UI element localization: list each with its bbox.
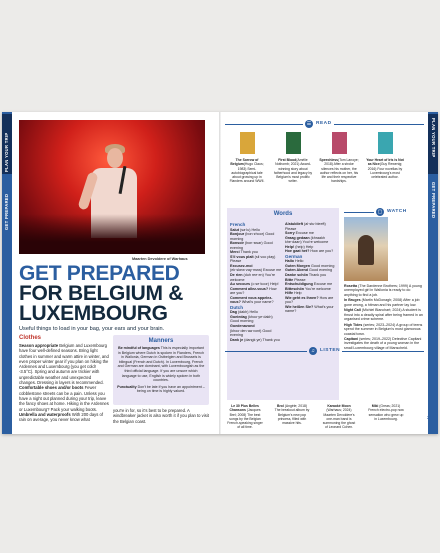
watch-entry: Night Call (Michiel Blanchart; 2024) A student is thrust into a deadly spiral after being framed in an organised crime scheme. bbox=[344, 308, 423, 322]
headphones-icon: ♫ bbox=[309, 347, 317, 355]
manners-box bbox=[113, 335, 209, 405]
phrase-entry: Hallo Hello bbox=[285, 259, 304, 264]
watch-entry: Rosetta (The Dardenne Brothers; 1999) A young unemployed girl in Wallonia is ready to do anything to find a job. bbox=[344, 284, 422, 297]
phrase-entry: Comment allez-vous? How are you? bbox=[230, 286, 277, 296]
manners-heading: Manners bbox=[148, 338, 174, 344]
page-title bbox=[19, 264, 183, 324]
phrase-entry: Bonjour (bon·zhoor) Good morning bbox=[230, 232, 275, 241]
phrase-entry: Excusez-moi (ek·skew·zay·mwa) Excuse me bbox=[230, 263, 282, 273]
book-cover-3 bbox=[332, 132, 347, 154]
phrase-entry: Au secours (o se·koor) Help! bbox=[230, 282, 279, 287]
tv-icon: ▢ bbox=[377, 209, 383, 215]
phrase-entry: Wie heißen Sie? What's your name? bbox=[285, 304, 334, 314]
title-line-2: FOR BELGIUM & bbox=[19, 282, 184, 305]
words-column-2 bbox=[285, 222, 337, 314]
phrase-entry: Help! (help) Help bbox=[285, 244, 314, 249]
page-number-left: 30 bbox=[5, 415, 10, 420]
read-rule-left bbox=[225, 124, 303, 125]
listen-rule-right bbox=[342, 351, 424, 352]
film-still-photo bbox=[344, 217, 388, 281]
listen-item-4: Miki (Greas; 2021) French electro-pop now sensation who grew up in Luxembourg. bbox=[368, 404, 404, 421]
phrase-entry: De rien (duh ree·en) You're welcome bbox=[230, 273, 275, 282]
phrase-entry: Hilfe Help bbox=[285, 291, 302, 296]
read-label: READ bbox=[316, 121, 332, 126]
clothes-heading: Clothes bbox=[19, 335, 42, 341]
phrase-entry: Dag (dakh) Hello bbox=[230, 310, 258, 315]
page-subtitle: Useful things to load in your bag, your ears and your brain. bbox=[19, 326, 165, 332]
manners-punctuality: Punctuality Don't be late if you have an appointment – being on time is highly valued. bbox=[117, 384, 205, 394]
phrase-entry: Sorry Excuse me bbox=[285, 231, 314, 236]
left-tab-label: GET PREPARED bbox=[4, 193, 9, 230]
phrase-entry: Comment vous appelez-vous? What's your name? bbox=[230, 295, 274, 305]
page-number-right: 31 bbox=[427, 415, 432, 420]
listen-item-3: Karaoké Moon (Warhaus; 2024) Maarten Devoldere's one-man band is summoning the ghost of Leonard Cohen. bbox=[322, 404, 356, 430]
manners-languages: Be mindful of languages This is especially important in Belgium where Dutch is spoken in Flanders, French in Wallonia, German in Ostbelgien and Brussels is bilingual (French and Dutch). In Luxembourg, French and German are dominant, with Luxembourgish as the third official language. If you are unsure which language to use, English is widely spoken in both countries. bbox=[117, 346, 205, 383]
book-caption-2: First Blood(Amélie Nothomb; 2021) Award-winning story about fatherhood and legacy by Belgium's most prolific writer. bbox=[273, 158, 313, 184]
book-caption-3: Speechless(Tom Lanoye; 2018) After a stroke silences his mother, the author reflects on her, his life and their respective hardships. bbox=[319, 158, 359, 184]
book-spread bbox=[2, 112, 438, 434]
listen-rule-left bbox=[225, 351, 307, 352]
phrase-entry: Entschuldigung Excuse me bbox=[285, 282, 333, 287]
phrase-entry: Goedenavond (khoo·den·aa·vont) Good evening bbox=[230, 324, 272, 338]
watch-entry: In Bruges (Martin McDonagh; 2008) After a job gone wrong, a hitman and his partner lay low. bbox=[344, 298, 420, 307]
phrase-entry: Merci Thank you bbox=[230, 250, 258, 255]
clothes-text: Season appropriate Belgium and Luxembourg have four well-defined seasons. Bring light clothes in summer and warm attire in winter, and even proper winter gear if you plan on hiking the Ardennes and Luxembourg (you get cold! -3.5°C). Spring and autumn are trickier with unpredictable weather and unexpected changes. Dressing in layers is recommended. Comfortable shoes and/or boots Fewer cobblestone streets can be a pain. Unless you have a night out planned during your trip, leave the fancy shoes at home. Hiking in the Ardennes or Luxembourg? Pack your walking boots. Umbrella and waterproofs With 200 days of rain on average, you never know what bbox=[19, 343, 109, 423]
read-rule-right bbox=[334, 124, 424, 125]
clothes-continued: you're in for, so it's best to be prepared. A windbreaker jacket is also worth it if you plan to visit the Belgian coast. bbox=[113, 408, 209, 424]
phrase-entry: Salut (sa·lu) Hello bbox=[230, 227, 260, 232]
right-tab-label: GET PREPARED bbox=[431, 182, 436, 219]
watch-label: WATCH bbox=[387, 209, 407, 214]
title-line-1: GET PREPARED bbox=[19, 262, 180, 285]
phrase-entry: Graag gedaan (khraakh khe·daan) You're welcome bbox=[285, 235, 329, 245]
listen-item-2: Brol (Angèle; 2018) The breakout album by Belgium's new pop princess, filled with massive hits. bbox=[274, 404, 310, 426]
concert-photo bbox=[19, 120, 205, 254]
phrase-entry: Wie geht es Ihnen? How are you? bbox=[285, 295, 334, 305]
book-cover-1 bbox=[240, 132, 255, 154]
watch-entry: Capitani (series; 2019–2022) Detective Capitani investigates the death of a young woman in the small Luxembourg village of Manscheid. bbox=[344, 336, 422, 350]
right-tab-label-dark: PLAN YOUR TRIP bbox=[431, 118, 436, 158]
photo-caption: Maarten Devoldere of Warhaus bbox=[132, 257, 188, 261]
words-column-1 bbox=[230, 222, 282, 342]
phrase-entry: Alstublieft (al·stu·bleeft) Please bbox=[285, 222, 326, 231]
watch-list bbox=[344, 284, 424, 351]
phrase-entry: Danke schön Thank you bbox=[285, 273, 327, 278]
book-cover-2 bbox=[286, 132, 301, 154]
listen-label: LISTEN bbox=[320, 348, 341, 353]
language-heading: Dutch bbox=[230, 304, 244, 310]
listen-item-1: Le 30 Plus Belles Chansons (Jacques Brel; 2008) The best songs by the Belgian French-speaking singer of all time. bbox=[227, 404, 263, 430]
phrase-entry: Guten Morgen Good morning bbox=[285, 263, 335, 268]
phrase-entry: Bitteschön You're welcome bbox=[285, 286, 331, 291]
words-heading: Words bbox=[273, 211, 293, 217]
phrase-entry: Goeiedag (khoo·ye·dakh) Good morning bbox=[230, 314, 273, 324]
phrase-entry: Guten Abend Good evening bbox=[285, 268, 333, 273]
language-heading: French bbox=[230, 222, 246, 227]
title-line-3: LUXEMBOURG bbox=[19, 302, 168, 325]
watch-entry: High Tides (series; 2023–2024) A group of teens spend the summer in Belgium's most glamorous coastal town. bbox=[344, 322, 423, 336]
phrase-entry: Bonsoir (bon·swar) Good evening bbox=[230, 241, 273, 250]
book-caption-1: The Sorrow of Belgium(Hugo Claus; 1983) Semi-autobiographical tale about growing up in Flanders around WWII. bbox=[229, 158, 265, 184]
left-tab-label-dark: PLAN YOUR TRIP bbox=[4, 132, 9, 172]
watch-rule-left bbox=[344, 212, 374, 213]
phrase-entry: Hoe gaat het? How are you? bbox=[285, 249, 334, 254]
page-gutter bbox=[219, 112, 221, 434]
book-cover-4 bbox=[378, 132, 393, 154]
phrase-entry: Dank je (dangk ye) Thank you bbox=[230, 337, 280, 342]
book-caption-4: Your Heart of Iris is Not as Nice(Guy Rewenig; 2016) Four novellas by Luxembourg's most celebrated author. bbox=[366, 158, 404, 180]
phrase-entry: Bitte Please bbox=[285, 277, 306, 282]
book-icon: ☰ bbox=[306, 121, 312, 127]
language-heading: German bbox=[285, 253, 303, 259]
phrase-entry: S'il vous plaît (sil voo play) Please bbox=[230, 254, 276, 264]
words-box bbox=[227, 208, 339, 400]
